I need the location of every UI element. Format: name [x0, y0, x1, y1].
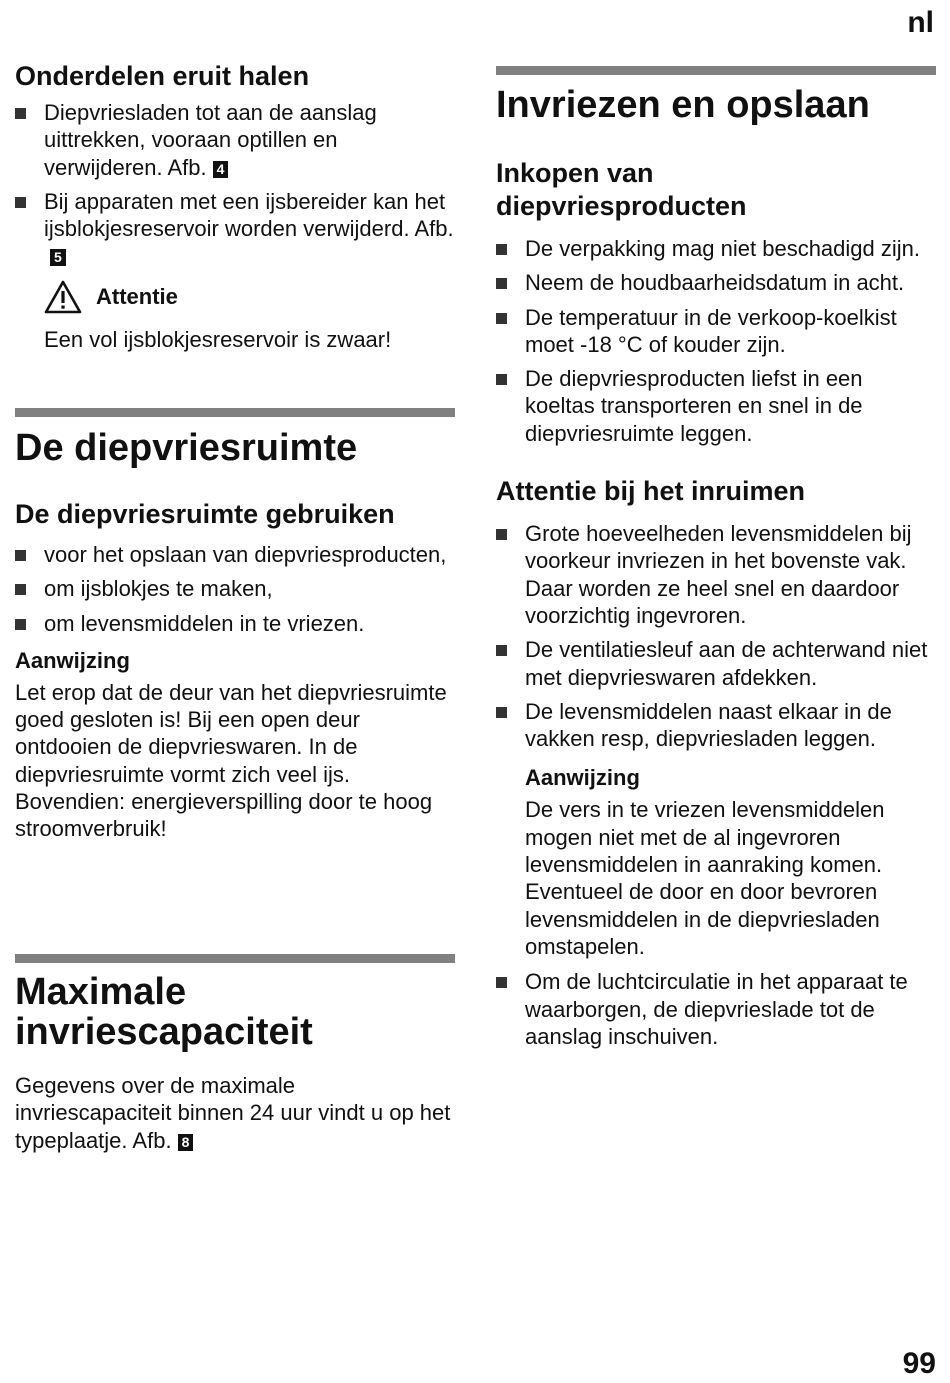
bullet-square-icon	[15, 619, 26, 630]
list-item	[15, 575, 455, 602]
section-title-line: Maximale	[15, 971, 187, 1013]
list-item	[496, 365, 936, 447]
list-item	[496, 968, 936, 1050]
list-item	[496, 636, 936, 691]
section-subtitle: De diepvriesruimte gebruiken	[15, 499, 395, 529]
bullet-list	[496, 520, 936, 752]
note-text: Let erop dat de deur van het diepvriesruimte goed gesloten is! Bij een open deur ontdooien de diepvrieswaren. In de diepvriesruimte vormt zich veel ijs. Bovendien: energieverspilling door te hoog stroomverbruik!	[15, 679, 447, 842]
bullet-square-icon	[15, 197, 26, 208]
note-text: De vers in te vriezen levensmiddelen mogen niet met de al ingevroren levensmiddelen in aanraking komen. Eventueel de door en door bevroren levensmiddelen in de diepvriesladen omstapelen.	[525, 797, 885, 959]
bullet-list	[496, 235, 936, 447]
list-item-text: De verpakking mag niet beschadigd zijn.	[525, 236, 921, 261]
bullet-square-icon	[15, 108, 26, 119]
list-item	[496, 235, 936, 262]
bullet-square-icon	[496, 977, 507, 988]
section-subtitle: Attentie bij het inruimen	[496, 476, 806, 507]
list-item	[15, 99, 455, 181]
section-title: Invriezen en opslaan	[496, 84, 870, 126]
section-freezer	[15, 428, 455, 843]
section-divider	[15, 408, 455, 417]
list-item-text: De levensmiddelen naast elkaar in de vakken resp, diepvriesladen leggen.	[525, 698, 892, 752]
section-title	[15, 972, 455, 1052]
list-item-text: om ijsblokjes te maken,	[44, 576, 273, 602]
list-item	[15, 610, 455, 637]
list-item	[15, 541, 455, 568]
section-title: Onderdelen eruit halen	[15, 61, 310, 91]
figure-reference: 8	[178, 1134, 194, 1151]
note-title: Aanwijzing	[525, 765, 640, 791]
list-item-text: Diepvriesladen tot aan de aanslag uittrekken, vooraan optillen en verwijderen. Afb.	[44, 100, 377, 180]
list-item-text: Grote hoeveelheden levensmiddelen bij voorkeur invriezen in het bovenste vak. Daar worden ze heel snel en daardoor voorzichtig ingevroren.	[525, 521, 912, 628]
section-divider	[496, 66, 936, 75]
figure-reference: 5	[50, 249, 66, 266]
note-block	[496, 764, 936, 960]
page-number: 99	[902, 1347, 936, 1380]
warning-header	[44, 280, 455, 314]
list-item-text: De diepvriesproducten liefst in een koeltas transporteren en snel in de diepvriesruimte leggen.	[525, 366, 863, 446]
bullet-list	[15, 541, 455, 637]
capacity-text-body: Gegevens over de maximale invriescapaciteit binnen 24 uur vindt u op het typeplaatje. Afb.	[15, 1073, 451, 1153]
section-title-line: invriescapaciteit	[15, 1011, 313, 1053]
section-max-capacity	[15, 972, 455, 1154]
bullet-square-icon	[15, 584, 26, 595]
subtitle-line: Inkopen van	[496, 158, 654, 188]
bullet-square-icon	[496, 244, 507, 255]
bullet-square-icon	[496, 707, 507, 718]
language-code: nl	[907, 6, 934, 39]
list-item	[496, 520, 936, 629]
list-item-text: Om de luchtcirculatie in het apparaat te waarborgen, de diepvrieslade tot de aanslag inschuiven.	[525, 969, 908, 1049]
bullet-square-icon	[496, 645, 507, 656]
section-parts-removal	[15, 60, 455, 353]
list-item	[15, 188, 455, 270]
list-item	[496, 269, 936, 296]
note-title: Aanwijzing	[15, 647, 130, 673]
capacity-text	[15, 1072, 455, 1154]
list-item-text: om levensmiddelen in te vriezen.	[44, 610, 365, 636]
subtitle-line: diepvriesproducten	[496, 191, 747, 221]
bullet-square-icon	[496, 529, 507, 540]
section-freezing-storage	[496, 85, 936, 1057]
bullet-list	[15, 99, 455, 270]
bullet-square-icon	[15, 550, 26, 561]
list-item-text: De ventilatiesleuf aan de achterwand niet met diepvrieswaren afdekken.	[525, 637, 928, 690]
figure-reference: 4	[213, 161, 229, 178]
warning-triangle-icon	[44, 280, 82, 314]
bullet-square-icon	[496, 278, 507, 289]
warning-text: Een vol ijsblokjesreservoir is zwaar!	[44, 326, 392, 352]
list-item-text: De temperatuur in de verkoop-koelkist moet -18 °C of kouder zijn.	[525, 304, 897, 357]
section-divider	[15, 954, 455, 963]
bullet-square-icon	[496, 313, 507, 324]
bullet-square-icon	[496, 374, 507, 385]
section-subtitle	[496, 157, 936, 223]
bullet-list	[496, 968, 936, 1050]
list-item	[496, 304, 936, 359]
list-item-text: Bij apparaten met een ijsbereider kan het ijsblokjesreservoir worden verwijderd. Afb.	[44, 188, 454, 242]
list-item-text: voor het opslaan van diepvriesproducten,	[44, 542, 447, 567]
warning-label: Attentie	[96, 283, 178, 309]
section-title: De diepvriesruimte	[15, 427, 358, 469]
list-item-text: Neem de houdbaarheidsdatum in acht.	[525, 270, 905, 296]
list-item	[496, 698, 936, 753]
